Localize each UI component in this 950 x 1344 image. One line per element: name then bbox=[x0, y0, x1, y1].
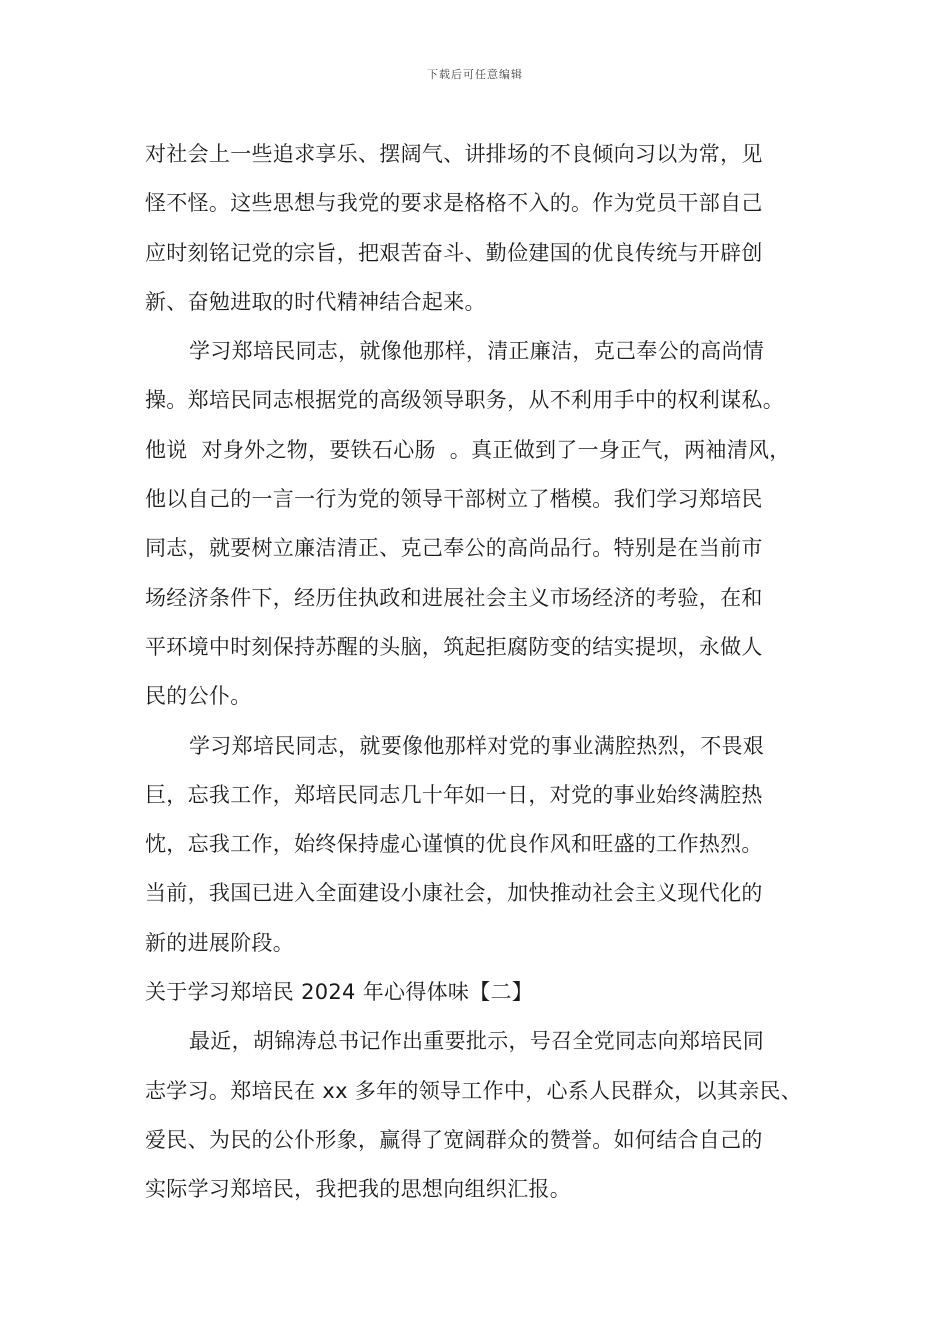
text-line: 应时刻铭记党的宗旨，把艰苦奋斗、勤俭建国的优良传统与开辟创 bbox=[145, 240, 763, 265]
page-header: 下载后可任意编辑 bbox=[427, 68, 523, 81]
section-heading: 关于学习郑培民 2024 年心得体味【二】 bbox=[145, 980, 534, 1005]
text-line: 新的进展阶段。 bbox=[145, 930, 295, 955]
text-line: 当前，我国已进入全面建设小康社会，加快推动社会主义现代化的 bbox=[145, 881, 763, 906]
document-body bbox=[145, 130, 825, 1215]
text-line: 对社会上一些追求享乐、摆阔气、讲排场的不良倾向习以为常，见 bbox=[145, 142, 763, 166]
text-line: 志学习。郑培民在 xx 多年的领导工作中，心系人民群众，以其亲民、 bbox=[145, 1078, 803, 1103]
text-line: 巨，忘我工作，郑培民同志几十年如一日，对党的事业始终满腔热 bbox=[145, 782, 763, 807]
text-line: 同志，就要树立廉洁清正、克己奉公的高尚品行。特别是在当前市 bbox=[145, 536, 763, 561]
text-line: 忱，忘我工作，始终保持虚心谨慎的优良作风和旺盛的工作热烈。 bbox=[145, 832, 763, 857]
text-line: 怪不怪。这些思想与我党的要求是格格不入的。作为党员干部自己 bbox=[145, 191, 763, 216]
text-line: 他说 对身外之物，要铁石心肠 。真正做到了一身正气，两袖清风， bbox=[145, 437, 791, 462]
text-line: 场经济条件下，经历住执政和进展社会主义市场经济的考验，在和 bbox=[145, 585, 763, 610]
paragraph-first-line: 最近，胡锦涛总书记作出重要批示，号召全党同志向郑培民同 bbox=[189, 1029, 765, 1054]
text-line: 操。郑培民同志根据党的高级领导职务，从不利用手中的权利谋私。 bbox=[145, 388, 784, 413]
text-line: 实际学习郑培民，我把我的思想向组织汇报。 bbox=[145, 1177, 571, 1202]
text-line: 民的公仆。 bbox=[145, 684, 252, 709]
paragraph-first-line: 学习郑培民同志，就要像他那样对党的事业满腔热烈，不畏艰 bbox=[189, 733, 765, 758]
text-line: 爱民、为民的公仆形象，赢得了宽阔群众的赞誉。如何结合自己的 bbox=[145, 1127, 763, 1152]
paragraph-first-line: 学习郑培民同志，就像他那样，清正廉洁，克己奉公的高尚情 bbox=[189, 339, 765, 364]
text-line: 平环境中时刻保持苏醒的头脑，筑起拒腐防变的结实提坝，永做人 bbox=[145, 634, 763, 659]
text-line: 他以自己的一言一行为党的领导干部树立了楷模。我们学习郑培民 bbox=[145, 487, 763, 512]
text-line: 新、奋勉进取的时代精神结合起来。 bbox=[145, 289, 486, 314]
